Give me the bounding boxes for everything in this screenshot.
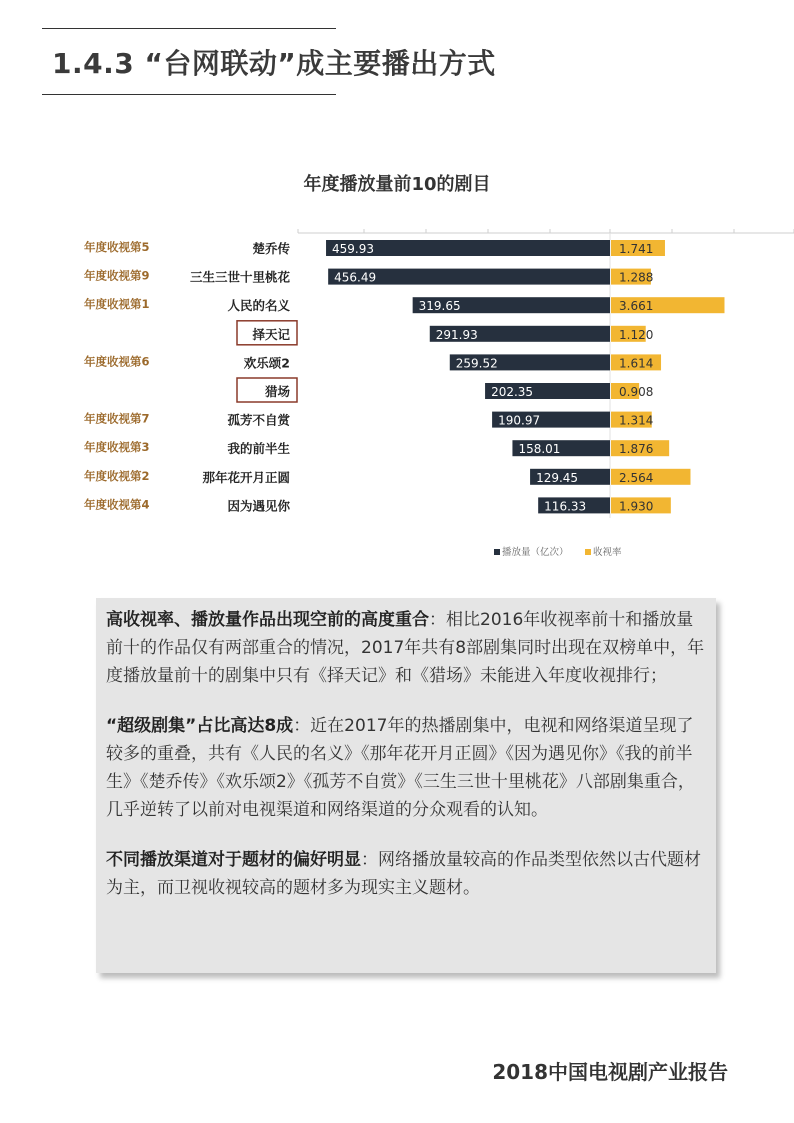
bar-plays-label: 259.52 [455, 356, 498, 371]
legend-swatch-plays [494, 549, 500, 555]
paragraph-overlap [106, 606, 706, 690]
rank-annotation: 年度收视第7 [84, 411, 150, 426]
rank-annotation: 年度收视第4 [84, 497, 150, 512]
paragraph-genre [106, 846, 706, 902]
title-rule-top [42, 28, 336, 29]
category-label: 欢乐颂2 [243, 355, 290, 371]
chart-title: 年度播放量前10的剧目 [303, 174, 491, 195]
paragraph-overlap-body: ：相比2016年收视率前十和播放量前十的作品仅有两部重合的情况，2017年共有8部剧集同时出现在双榜单中，年度播放量前十的剧集中只有《择天记》和《猎场》未能进入年度收视排行； [106, 610, 705, 686]
legend-swatch-rating [585, 549, 591, 555]
summary-textbox [96, 598, 716, 973]
legend-label-plays: 播放量（亿次） [502, 547, 569, 558]
paragraph-overlap-heading: 高收视率、播放量作品出现空前的高度重合 [106, 610, 429, 630]
bar-plays-label: 319.65 [418, 299, 461, 314]
bar-plays-label: 459.93 [332, 242, 375, 256]
rank-annotation: 年度收视第5 [84, 240, 150, 254]
bar-rating-label: 1.614 [619, 356, 654, 371]
category-label: 三生三世十里桃花 [189, 269, 290, 285]
footer-report-title: 2018中国电视剧产业报告 [492, 1060, 728, 1084]
rank-annotation: 年度收视第9 [84, 268, 150, 283]
paragraph-super-drama [106, 712, 706, 824]
bar-rating-label: 1.930 [619, 499, 654, 514]
section-title: 1.4.3 “台网联动”成主要播出方式 [52, 47, 496, 80]
rank-annotation: 年度收视第1 [84, 297, 150, 312]
bar-plays-label: 291.93 [435, 327, 478, 342]
category-label: 孤芳不自赏 [227, 412, 290, 428]
bar-rating-label: 0.908 [619, 385, 654, 399]
bar-rating-label: 1.876 [619, 442, 654, 457]
rank-annotation: 年度收视第2 [84, 468, 150, 483]
bar-rating-label: 1.120 [619, 327, 654, 342]
bar-rating-label: 2.564 [619, 470, 654, 485]
bar-chart [0, 200, 794, 570]
legend-label-rating: 收视率 [593, 547, 622, 558]
bar-plays-label: 190.97 [498, 413, 541, 428]
category-label: 猎场 [264, 384, 290, 399]
bar-plays-label: 158.01 [518, 442, 561, 457]
paragraph-genre-heading: 不同播放渠道对于题材的偏好明显 [106, 850, 361, 870]
bar-rating-label: 1.288 [619, 270, 654, 285]
category-label: 那年花开月正圆 [202, 469, 290, 485]
category-label: 因为遇见你 [227, 498, 290, 514]
category-label: 择天记 [252, 326, 290, 342]
rank-annotation: 年度收视第3 [84, 440, 150, 455]
bar-rating-label: 3.661 [619, 299, 654, 314]
bar-rating-label: 1.741 [619, 242, 654, 256]
title-rule-bottom [42, 94, 336, 95]
bar-plays-label: 116.33 [544, 499, 587, 514]
category-label: 楚乔传 [252, 241, 290, 256]
bar-plays-label: 202.35 [491, 385, 534, 399]
paragraph-super-drama-body: ：近在2017年的热播剧集中，电视和网络渠道呈现了较多的重叠，共有《人民的名义》《那年花开月正圆》《因为遇见你》《我的前半生》《楚乔传》《欢乐颂2》《孤芳不自赏》《三生三世十里桃花》八部剧集重合，几乎逆转了以前对电视渠道和网络渠道的分众观看的认知。 [106, 716, 695, 820]
category-label: 人民的名义 [227, 298, 290, 314]
category-label: 我的前半生 [227, 441, 290, 457]
paragraph-super-drama-heading: “超级剧集”占比高达8成 [106, 716, 294, 736]
bar-plays-label: 456.49 [334, 270, 377, 285]
rank-annotation: 年度收视第6 [84, 354, 150, 369]
bar-plays-label: 129.45 [536, 470, 579, 485]
paragraph-genre-body: ：网络播放量较高的作品类型依然以古代题材为主，而卫视收视较高的题材多为现实主义题材。 [106, 850, 701, 898]
bar-rating-label: 1.314 [619, 413, 654, 428]
